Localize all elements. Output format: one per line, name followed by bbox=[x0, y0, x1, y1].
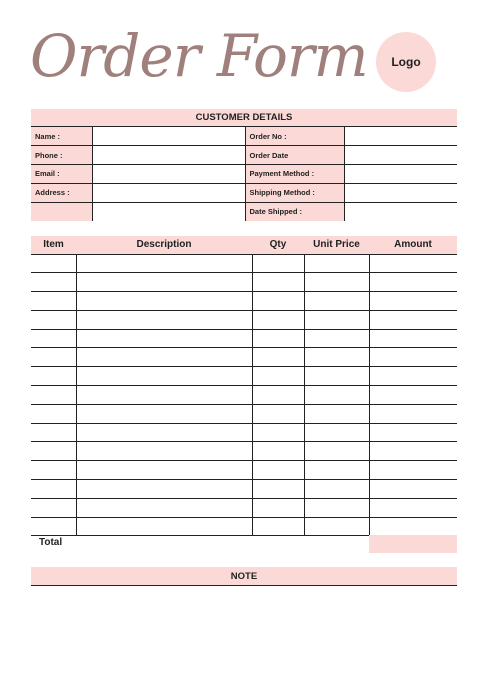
cell-item[interactable] bbox=[31, 367, 76, 386]
order-field-label: Date Shipped : bbox=[245, 202, 344, 221]
cell-unit-price[interactable] bbox=[304, 329, 369, 348]
cell-description[interactable] bbox=[76, 273, 252, 292]
cell-description[interactable] bbox=[76, 442, 252, 461]
order-field-label: Order Date bbox=[245, 146, 344, 165]
cell-amount[interactable] bbox=[369, 273, 457, 292]
cell-amount[interactable] bbox=[369, 498, 457, 517]
customer-field-label: Email : bbox=[31, 165, 92, 184]
cell-amount[interactable] bbox=[369, 292, 457, 311]
logo-placeholder: Logo bbox=[376, 32, 436, 92]
page-title: Order Form bbox=[30, 22, 368, 90]
cell-item[interactable] bbox=[31, 273, 76, 292]
customer-row bbox=[31, 202, 457, 221]
cell-description[interactable] bbox=[76, 254, 252, 273]
cell-unit-price[interactable] bbox=[304, 348, 369, 367]
table-row bbox=[31, 329, 457, 348]
cell-description[interactable] bbox=[76, 423, 252, 442]
cell-item[interactable] bbox=[31, 292, 76, 311]
column-header-unit-price: Unit Price bbox=[304, 236, 369, 254]
cell-qty[interactable] bbox=[252, 292, 304, 311]
cell-qty[interactable] bbox=[252, 498, 304, 517]
cell-qty[interactable] bbox=[252, 461, 304, 480]
cell-item[interactable] bbox=[31, 423, 76, 442]
cell-item[interactable] bbox=[31, 254, 76, 273]
cell-item[interactable] bbox=[31, 480, 76, 499]
cell-qty[interactable] bbox=[252, 386, 304, 405]
table-row bbox=[31, 442, 457, 461]
cell-unit-price[interactable] bbox=[304, 442, 369, 461]
table-row bbox=[31, 404, 457, 423]
customer-row bbox=[31, 165, 457, 184]
cell-amount[interactable] bbox=[369, 386, 457, 405]
cell-description[interactable] bbox=[76, 348, 252, 367]
customer-field-value[interactable] bbox=[92, 183, 245, 202]
order-field-value[interactable] bbox=[344, 127, 457, 146]
cell-unit-price[interactable] bbox=[304, 404, 369, 423]
cell-amount[interactable] bbox=[369, 329, 457, 348]
column-header-amount: Amount bbox=[369, 236, 457, 254]
customer-field-value[interactable] bbox=[92, 165, 245, 184]
order-field-value[interactable] bbox=[344, 202, 457, 221]
cell-description[interactable] bbox=[76, 386, 252, 405]
cell-qty[interactable] bbox=[252, 348, 304, 367]
cell-description[interactable] bbox=[76, 498, 252, 517]
cell-description[interactable] bbox=[76, 292, 252, 311]
cell-amount[interactable] bbox=[369, 461, 457, 480]
order-field-value[interactable] bbox=[344, 146, 457, 165]
column-header-item: Item bbox=[31, 236, 76, 254]
cell-description[interactable] bbox=[76, 367, 252, 386]
cell-amount[interactable] bbox=[369, 423, 457, 442]
cell-amount[interactable] bbox=[369, 348, 457, 367]
cell-amount[interactable] bbox=[369, 254, 457, 273]
table-row bbox=[31, 423, 457, 442]
table-row bbox=[31, 348, 457, 367]
cell-item[interactable] bbox=[31, 329, 76, 348]
customer-details-heading: CUSTOMER DETAILS bbox=[31, 109, 457, 127]
customer-field-value[interactable] bbox=[92, 127, 245, 146]
customer-field-label: Phone : bbox=[31, 146, 92, 165]
order-field-value[interactable] bbox=[344, 183, 457, 202]
cell-description[interactable] bbox=[76, 480, 252, 499]
cell-qty[interactable] bbox=[252, 480, 304, 499]
cell-unit-price[interactable] bbox=[304, 423, 369, 442]
cell-item[interactable] bbox=[31, 310, 76, 329]
cell-unit-price[interactable] bbox=[304, 480, 369, 499]
cell-unit-price[interactable] bbox=[304, 386, 369, 405]
cell-qty[interactable] bbox=[252, 254, 304, 273]
cell-description[interactable] bbox=[76, 329, 252, 348]
cell-unit-price[interactable] bbox=[304, 310, 369, 329]
cell-item[interactable] bbox=[31, 498, 76, 517]
table-row bbox=[31, 292, 457, 311]
order-field-value[interactable] bbox=[344, 165, 457, 184]
cell-description[interactable] bbox=[76, 310, 252, 329]
customer-row bbox=[31, 127, 457, 146]
cell-unit-price[interactable] bbox=[304, 273, 369, 292]
cell-amount[interactable] bbox=[369, 404, 457, 423]
table-row bbox=[31, 273, 457, 292]
total-label: Total bbox=[39, 537, 63, 548]
items-table bbox=[31, 236, 457, 536]
cell-unit-price[interactable] bbox=[304, 517, 369, 536]
cell-description[interactable] bbox=[76, 517, 252, 536]
total-amount-field[interactable] bbox=[369, 535, 457, 553]
cell-item[interactable] bbox=[31, 461, 76, 480]
order-field-label: Shipping Method : bbox=[245, 183, 344, 202]
cell-qty[interactable] bbox=[252, 423, 304, 442]
cell-item[interactable] bbox=[31, 404, 76, 423]
cell-item[interactable] bbox=[31, 386, 76, 405]
customer-details-table bbox=[31, 127, 457, 221]
column-header-qty: Qty bbox=[252, 236, 304, 254]
cell-amount[interactable] bbox=[369, 442, 457, 461]
cell-qty[interactable] bbox=[252, 310, 304, 329]
cell-qty[interactable] bbox=[252, 367, 304, 386]
cell-amount[interactable] bbox=[369, 367, 457, 386]
table-row bbox=[31, 367, 457, 386]
note-heading: NOTE bbox=[31, 567, 457, 586]
cell-amount[interactable] bbox=[369, 310, 457, 329]
cell-unit-price[interactable] bbox=[304, 498, 369, 517]
table-row bbox=[31, 254, 457, 273]
cell-unit-price[interactable] bbox=[304, 367, 369, 386]
order-field-label: Payment Method : bbox=[245, 165, 344, 184]
cell-qty[interactable] bbox=[252, 517, 304, 536]
table-row bbox=[31, 480, 457, 499]
table-row bbox=[31, 498, 457, 517]
table-row bbox=[31, 517, 457, 536]
cell-amount[interactable] bbox=[369, 480, 457, 499]
customer-field-label: Name : bbox=[31, 127, 92, 146]
cell-unit-price[interactable] bbox=[304, 292, 369, 311]
customer-row bbox=[31, 183, 457, 202]
customer-field-label bbox=[31, 202, 92, 221]
table-row bbox=[31, 310, 457, 329]
customer-row bbox=[31, 146, 457, 165]
cell-description[interactable] bbox=[76, 461, 252, 480]
cell-description[interactable] bbox=[76, 404, 252, 423]
cell-qty[interactable] bbox=[252, 273, 304, 292]
cell-qty[interactable] bbox=[252, 329, 304, 348]
column-header-description: Description bbox=[76, 236, 252, 254]
table-row bbox=[31, 386, 457, 405]
customer-field-value[interactable] bbox=[92, 146, 245, 165]
cell-qty[interactable] bbox=[252, 442, 304, 461]
cell-item[interactable] bbox=[31, 442, 76, 461]
cell-unit-price[interactable] bbox=[304, 461, 369, 480]
customer-field-value[interactable] bbox=[92, 202, 245, 221]
cell-qty[interactable] bbox=[252, 404, 304, 423]
cell-amount[interactable] bbox=[369, 517, 457, 536]
cell-item[interactable] bbox=[31, 517, 76, 536]
table-row bbox=[31, 461, 457, 480]
order-field-label: Order No : bbox=[245, 127, 344, 146]
customer-field-label: Address : bbox=[31, 183, 92, 202]
cell-unit-price[interactable] bbox=[304, 254, 369, 273]
cell-item[interactable] bbox=[31, 348, 76, 367]
